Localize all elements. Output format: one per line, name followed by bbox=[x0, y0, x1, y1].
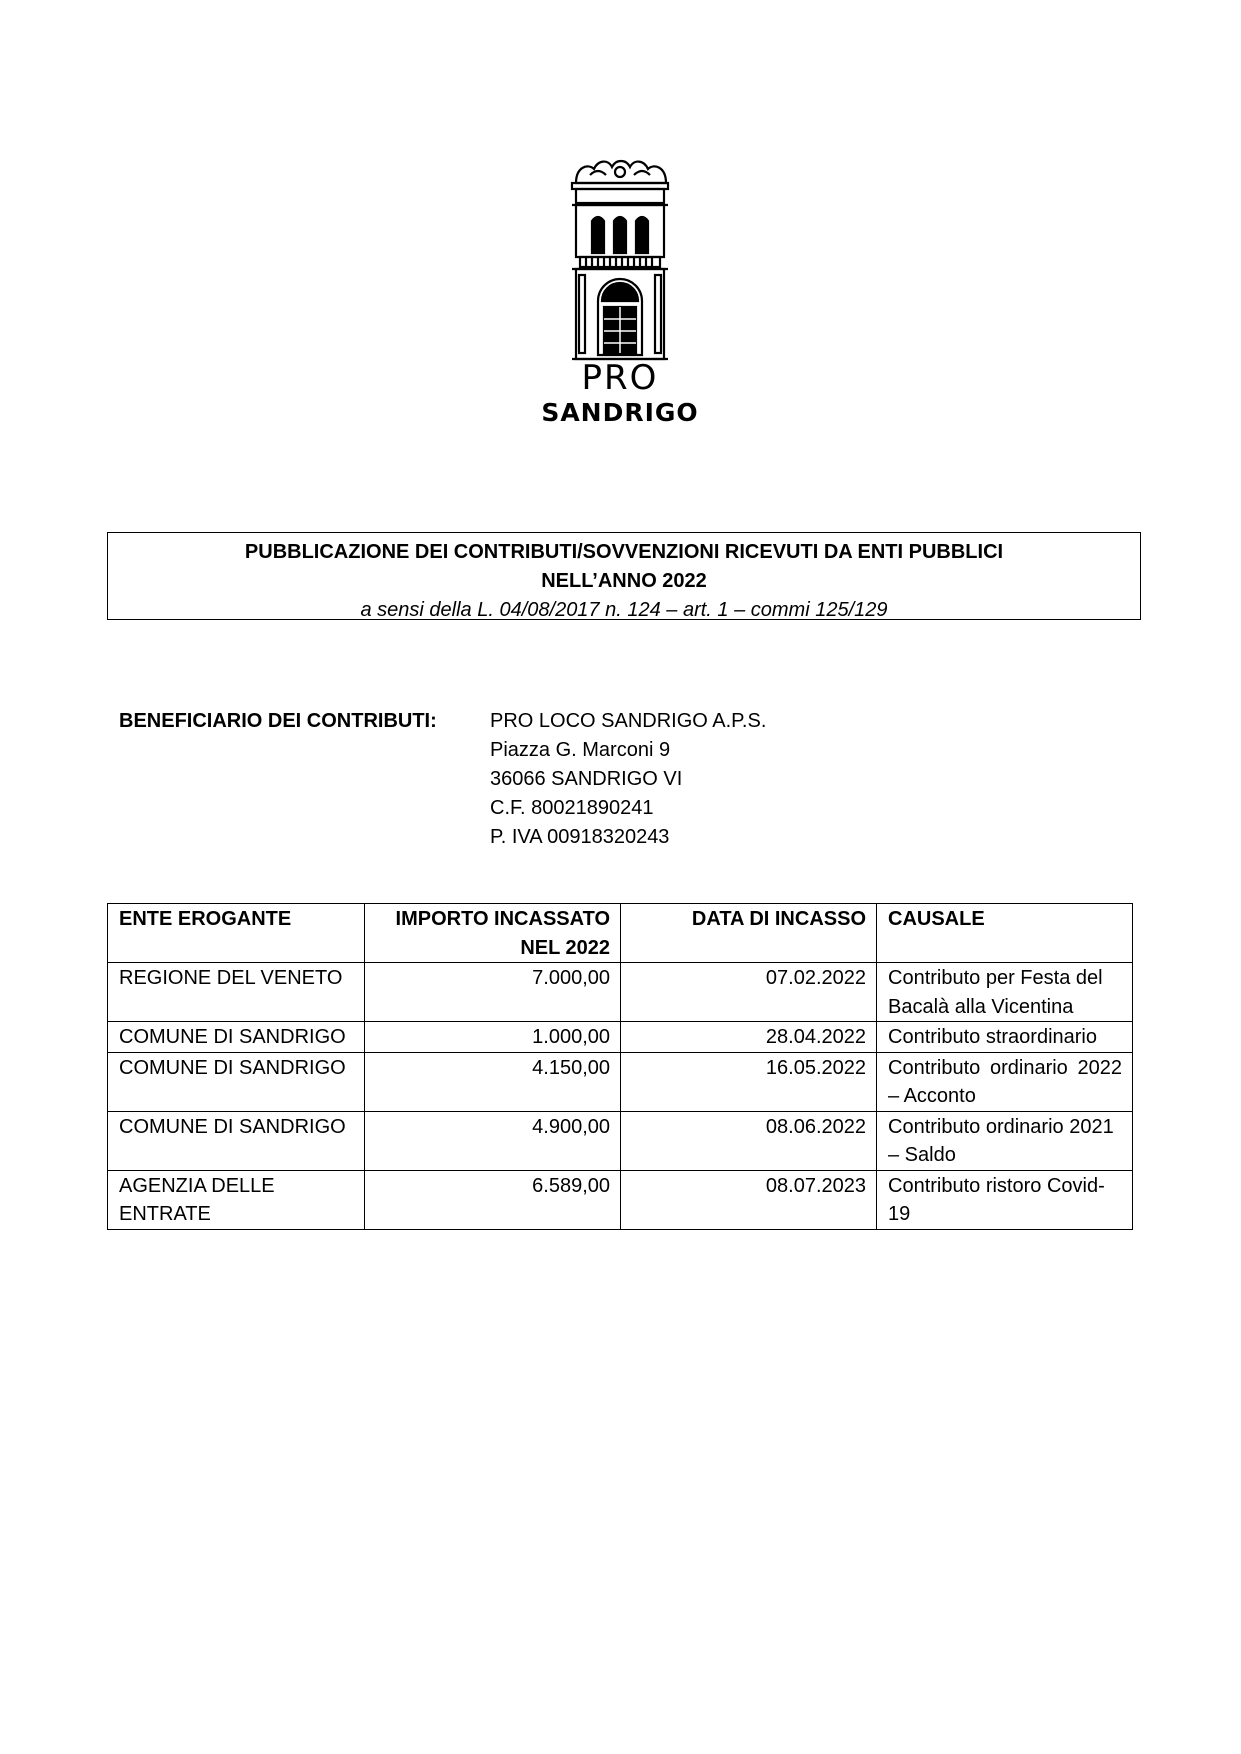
cell-data: 07.02.2022 bbox=[621, 963, 877, 1022]
cell-causale: Contributo ordinario 2022 – Acconto bbox=[877, 1052, 1133, 1111]
cell-importo: 1.000,00 bbox=[365, 1022, 621, 1053]
title-line-2: NELL’ANNO 2022 bbox=[541, 570, 707, 592]
beneficiary-label: BENEFICIARIO DEI CONTRIBUTI: bbox=[119, 710, 437, 732]
table-row bbox=[108, 963, 1133, 1022]
cell-causale: Contributo ristoro Covid-19 bbox=[877, 1170, 1133, 1229]
cell-data: 16.05.2022 bbox=[621, 1052, 877, 1111]
cell-ente: COMUNE DI SANDRIGO bbox=[108, 1022, 365, 1053]
cell-ente: REGIONE DEL VENETO bbox=[108, 963, 365, 1022]
header-causale: CAUSALE bbox=[877, 904, 1133, 963]
header-ente: ENTE EROGANTE bbox=[108, 904, 365, 963]
table-row bbox=[108, 1022, 1133, 1053]
cell-ente: COMUNE DI SANDRIGO bbox=[108, 1052, 365, 1111]
beneficiary-city: 36066 SANDRIGO VI bbox=[490, 768, 683, 790]
cell-causale: Contributo per Festa del Bacalà alla Vicentina bbox=[877, 963, 1133, 1022]
beneficiary-piva: P. IVA 00918320243 bbox=[490, 826, 670, 848]
header-data: DATA DI INCASSO bbox=[621, 904, 877, 963]
beneficiary-info bbox=[490, 707, 766, 852]
beneficiary-cf: C.F. 80021890241 bbox=[490, 797, 654, 819]
header-importo: IMPORTO INCASSATO NEL 2022 bbox=[365, 904, 621, 963]
contributions-table bbox=[107, 903, 1133, 1230]
cell-data: 08.07.2023 bbox=[621, 1170, 877, 1229]
pro-sandrigo-logo bbox=[520, 155, 720, 425]
cell-importo: 6.589,00 bbox=[365, 1170, 621, 1229]
logo-text-sandrigo: SANDRIGO bbox=[541, 398, 699, 425]
cell-causale: Contributo ordinario 2021 – Saldo bbox=[877, 1111, 1133, 1170]
legal-reference: a sensi della L. 04/08/2017 n. 124 – art. 1 – commi 125/129 bbox=[360, 599, 888, 621]
title-line-1: PUBBLICAZIONE DEI CONTRIBUTI/SOVVENZIONI RICEVUTI DA ENTI PUBBLICI bbox=[244, 541, 1004, 563]
cell-importo: 4.900,00 bbox=[365, 1111, 621, 1170]
logo-text-pro: PRO bbox=[581, 358, 659, 398]
cell-ente: AGENZIA DELLE ENTRATE bbox=[108, 1170, 365, 1229]
beneficiary-address: Piazza G. Marconi 9 bbox=[490, 739, 671, 761]
cell-data: 08.06.2022 bbox=[621, 1111, 877, 1170]
table-row bbox=[108, 1111, 1133, 1170]
table-row bbox=[108, 1052, 1133, 1111]
beneficiary-name: PRO LOCO SANDRIGO A.P.S. bbox=[490, 710, 767, 732]
cell-ente: COMUNE DI SANDRIGO bbox=[108, 1111, 365, 1170]
table-row bbox=[108, 1170, 1133, 1229]
cell-importo: 4.150,00 bbox=[365, 1052, 621, 1111]
cell-causale: Contributo straordinario bbox=[877, 1022, 1133, 1053]
table-header-row bbox=[108, 904, 1133, 963]
cell-importo: 7.000,00 bbox=[365, 963, 621, 1022]
cell-data: 28.04.2022 bbox=[621, 1022, 877, 1053]
title-box bbox=[107, 532, 1141, 620]
